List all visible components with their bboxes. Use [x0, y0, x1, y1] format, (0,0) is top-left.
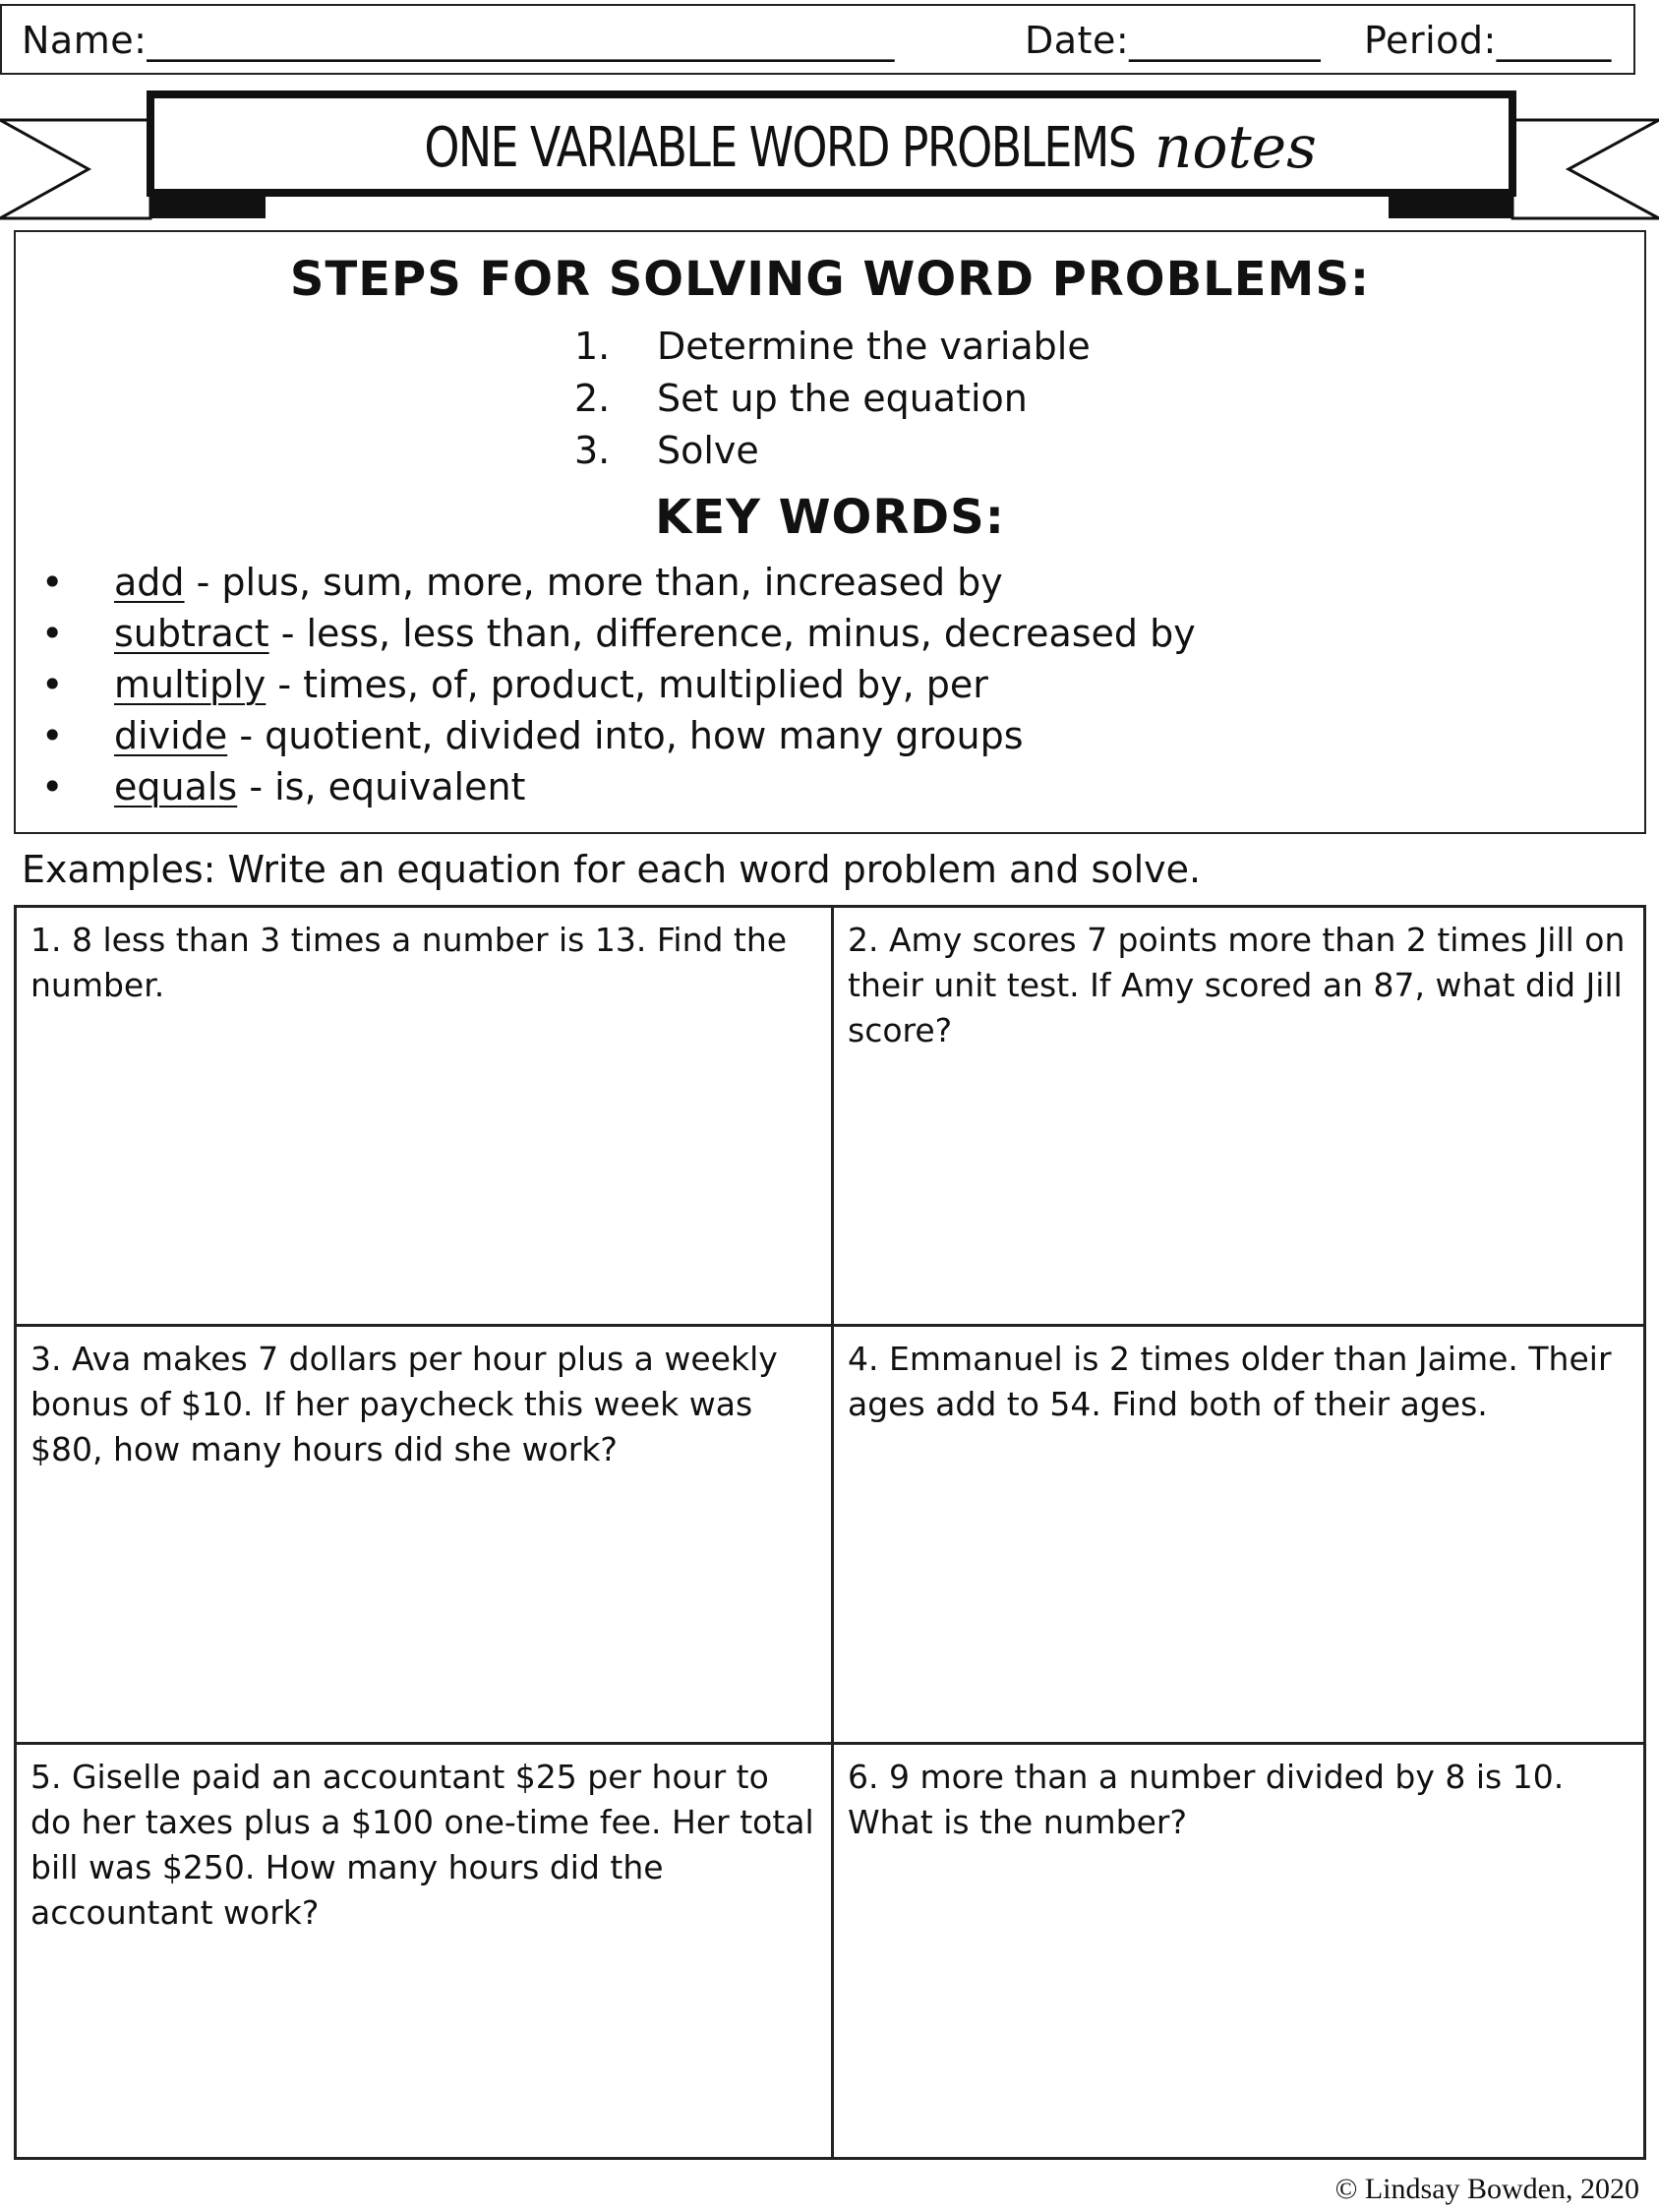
name-field[interactable]: Name:_______________________________________	[22, 19, 895, 62]
problem-text: 1. 8 less than 3 times a number is 13. Find the number.	[30, 921, 788, 1004]
steps-heading: STEPS FOR SOLVING WORD PROBLEMS:	[289, 252, 1371, 307]
problem-cell-3[interactable]	[17, 1327, 831, 1742]
examples-grid	[14, 905, 1646, 2160]
student-info-header	[0, 4, 1635, 75]
key-word-synonyms: - is, equivalent	[237, 765, 526, 808]
key-word-synonyms: - less, less than, difference, minus, decreased by	[268, 612, 1196, 655]
problem-text: 3. Ava makes 7 dollars per hour plus a weekly bonus of $10. If her paycheck this week was $80, how many hours did she work?	[30, 1340, 778, 1468]
bullet-icon: •	[41, 663, 64, 706]
step-number: 1.	[574, 325, 611, 368]
problem-text: 4. Emmanuel is 2 times older than Jaime. Their ages add to 54. Find both of their ages.	[848, 1340, 1612, 1423]
step-text: Set up the equation	[657, 377, 1028, 420]
key-word-synonyms: - quotient, divided into, how many groups	[227, 714, 1024, 757]
step-number: 2.	[574, 377, 611, 420]
problem-cell-2[interactable]	[834, 908, 1646, 1324]
bullet-icon: •	[41, 765, 64, 808]
problem-text: 5. Giselle paid an accountant $25 per hour to do her taxes plus a $100 one-time fee. Her total bill was $250. How many hours did the accountant work?	[30, 1758, 814, 1932]
key-words-heading: KEY WORDS:	[655, 490, 1005, 545]
date-field[interactable]: Date:__________	[1025, 19, 1322, 62]
key-word: subtract	[114, 612, 269, 655]
step-text: Solve	[657, 429, 759, 472]
key-word: multiply	[114, 663, 267, 706]
examples-instruction: Examples: Write an equation for each word problem and solve.	[22, 848, 1202, 891]
bullet-icon: •	[41, 561, 64, 604]
problem-text: 2. Amy scores 7 points more than 2 times Jill on their unit test. If Amy scored an 87, what did Jill score?	[848, 921, 1626, 1049]
problem-cell-5[interactable]	[17, 1745, 831, 2157]
steps-and-keywords-box	[14, 230, 1646, 834]
key-word: divide	[114, 714, 228, 757]
copyright-notice: © Lindsay Bowden, 2020	[1334, 2173, 1639, 2205]
bullet-icon: •	[41, 714, 64, 757]
problem-cell-6[interactable]	[834, 1745, 1646, 2157]
worksheet-title-notes: notes	[1154, 113, 1317, 182]
bullet-icon: •	[41, 612, 64, 655]
key-word-synonyms: - times, of, product, multiplied by, per	[266, 663, 988, 706]
step-number: 3.	[574, 429, 611, 472]
key-word: add	[114, 561, 185, 604]
problem-cell-4[interactable]	[834, 1327, 1646, 1742]
step-text: Determine the variable	[657, 325, 1091, 368]
worksheet-title-main: ONE VARIABLE WORD PROBLEMS	[424, 115, 1136, 180]
worksheet-title	[150, 104, 1512, 191]
problem-cell-1[interactable]	[17, 908, 831, 1324]
period-field[interactable]: Period:______	[1364, 19, 1612, 62]
problem-text: 6. 9 more than a number divided by 8 is 10. What is the number?	[848, 1758, 1565, 1841]
key-word-synonyms: - plus, sum, more, more than, increased by	[184, 561, 1003, 604]
key-word: equals	[114, 765, 238, 808]
